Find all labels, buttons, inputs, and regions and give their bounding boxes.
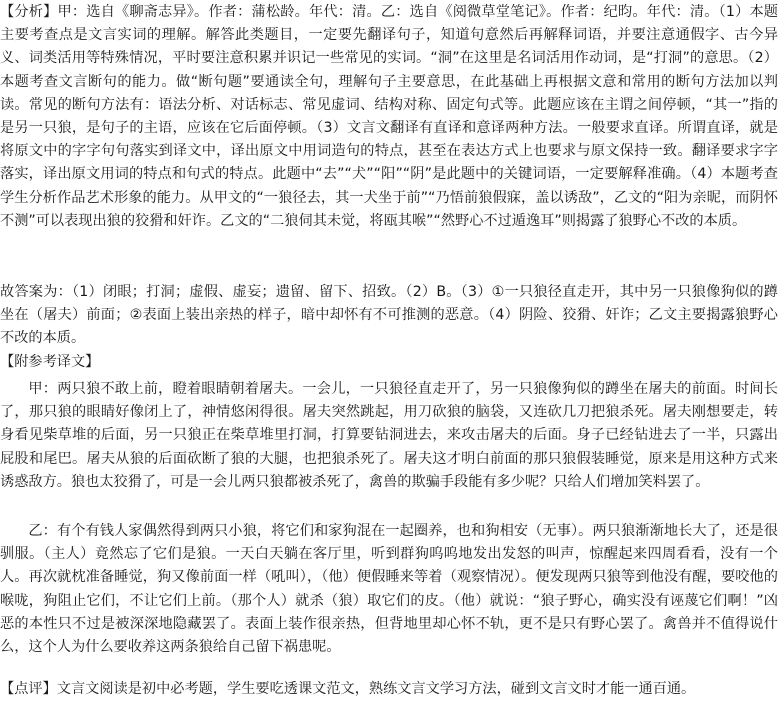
comment-paragraph: 【点评】文言文阅读是初中必考题，学生要吃透课文范文，熟练文言文学习方法，碰到文言文时才能一通百通。	[0, 681, 696, 697]
translation-yi-paragraph: 乙：有个有钱人家偶然得到两只小狼，将它们和家狗混在一起圈养，也和狗相安（无事）。两只狼渐渐地长大了，还是很驯服。（主人）竟然忘了它们是狼。一天白天躺在客厅里，听到群狗呜呜地发出发怒的叫声，惊醒起来四周看看，没有一个人。再次就枕准备睡觉，狗又像前面一样（吼叫），（他）便假睡来等着（观察情况）。便发现两只狼等到他没有醒，要咬他的喉咙，狗阻止它们，不让它们上前。（那个人）就杀（狼）取它们的皮。（他）就说：“狼子野心，确实没有诬蔑它们啊！”凶恶的本性只不过是被深深地隐藏罢了。表面上装作很亲热，但背地里却心怀不轨，更不是只有野心罢了。禽兽并不值得说什么，这个人为什么要收养这两条狼给自己留下祸患呢。	[0, 523, 778, 656]
answer-paragraph: 故答案为：（1）闭眼；打洞；虚假、虚妄；遗留、留下、招致。（2）B。（3）①一只狼径直走开，其中另一只狼像狗似的蹲坐在（屠夫）前面；②表面上装出亲热的样子，暗中却怀有不可推测的恶意。（4）阴险、狡猾、奸诈；乙文主要揭露狼野心不改的本质。	[0, 284, 778, 347]
translation-heading: 【附参考译文】	[0, 354, 100, 370]
analysis-paragraph: 【分析】甲：选自《聊斋志异》。作者：蒲松龄。年代：清。乙：选自《阅微草堂笔记》。作者：纪昀。年代：清。（1）本题主要考查点是文言实词的理解。解答此类题目，一定要先翻译句子，知道句意然后再解释词语，并要注意通假字、古今异义、词类活用等特殊情况，平时要注意积累并识记一些常见的实词。“洞”在这里是名词活用作动词，是“打洞”的意思。（2）本题考查文言断句的能力。做“断句题”要通读全句，理解句子主要意思，在此基础上再根据文意和常用的断句方法加以判读。常见的断句方法有：语法分析、对话标志、常见虚词、结构对称、固定句式等。此题应该在主谓之间停顿，“其一”指的是另一只狼，是句子的主语，应该在它后面停顿。（3）文言文翻译有直译和意译两种方法。一般要求直译。所谓直译，就是将原文中的字字句句落实到译文中，译出原文中用词造句的特点，甚至在表达方式上也要求与原文保持一致。翻译要求字字落实，译出原文用词的特点和句式的特点。此题中“去”“犬”“阳”“阴”是此题中的关键词语，一定要解释准确。（4）本题考查学生分析作品艺术形象的能力。从甲文的“一狼径去，其一犬坐于前”“乃悟前狼假寐，盖以诱敌”，乙文的“阳为亲昵，而阴怀不测”可以表现出狼的狡猾和奸诈。乙文的“二狼伺其未觉，将瓯其喉”“然野心不过遁逸耳”则揭露了狼野心不改的本质。	[0, 4, 778, 229]
translation-jia-paragraph: 甲：两只狼不敢上前，瞪着眼睛朝着屠夫。一会儿，一只狼径直走开了，另一只狼像狗似的蹲坐在屠夫的前面。时间长了，那只狼的眼睛好像闭上了，神情悠闲得很。屠夫突然跳起，用刀砍狼的脑袋，又连砍几刀把狼杀死。屠夫刚想要走，转身看见柴草堆的后面，另一只狼正在柴草堆里打洞，打算要钻洞进去，来攻击屠夫的后面。身子已经钻进去了一半，只露出屁股和尾巴。屠夫从狼的后面砍断了狼的大腿，也把狼杀死了。屠夫这才明白前面的那只狼假装睡觉，原来是用这种方式来诱惑敌方。狼也太狡猾了，可是一会儿两只狼都被杀死了，禽兽的欺骗手段能有多少呢？只给人们增加笑料罢了。	[0, 381, 778, 490]
